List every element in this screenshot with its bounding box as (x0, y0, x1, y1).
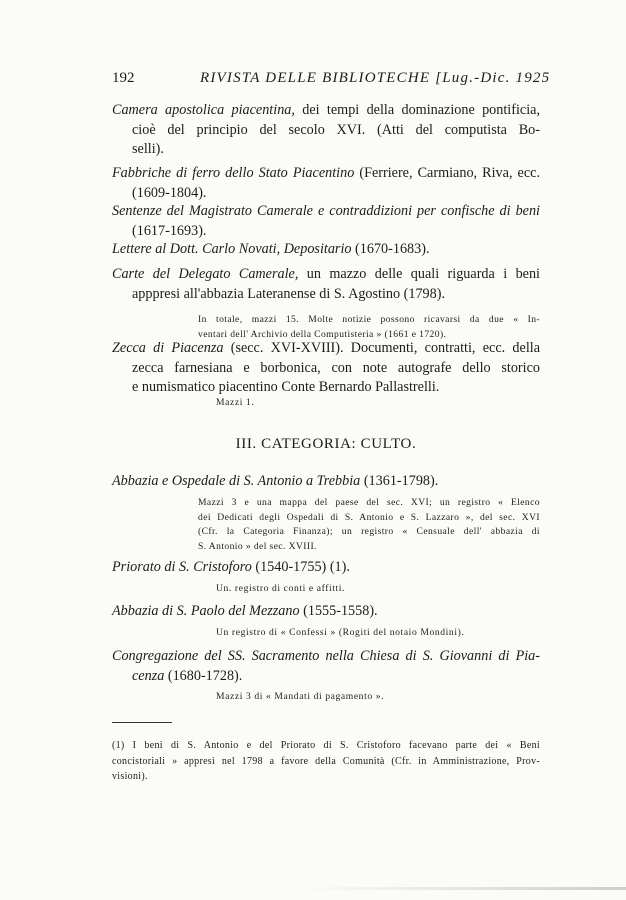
entry-text: (1680-1728). (164, 667, 243, 684)
entry-title: Sentenze del Magistrato Camerale e contraddizioni per confische di beni (112, 203, 540, 219)
entry-title: Camera apostolica piacentina, (112, 102, 295, 118)
footnote-line: concistoriali » appresi nel 1798 a favore della Comunità (Cfr. in Amministrazione, Prov- (112, 755, 540, 767)
entry-text: (Ferriere, Carmiano, Riva, ecc. (354, 165, 540, 181)
note-line: (Cfr. la Categoria Finanza); un registro « Censuale dell' abbazia di (198, 526, 540, 537)
entry-title: Abbazia di S. Paolo del Mezzano (112, 603, 300, 619)
note-abbazia-s-paolo: Un registro di « Confessi » (Rogiti del notaio Mondini). (216, 627, 465, 638)
entry-abbazia-s-paolo (112, 602, 540, 622)
page-number: 192 (112, 70, 135, 86)
entry-title: Fabbriche di ferro dello Stato Piacentino (112, 165, 355, 181)
entry-continuation: apppresi all'abbazia Lateranense di S. Agostino (1798). (132, 285, 446, 302)
running-title: RIVISTA DELLE BIBLIOTECHE [Lug.-Dic. 1925 (200, 70, 551, 86)
entry-text: un mazzo delle quali riguarda i beni (298, 266, 540, 282)
running-header (112, 70, 551, 90)
entry-title: Abbazia e Ospedale di S. Antonio a Trebbia (112, 473, 361, 489)
footnote (112, 738, 540, 785)
entry-title: Carte del Delegato Camerale, (112, 266, 299, 282)
entry-text: (1670-1683). (351, 241, 430, 257)
note-priorato: Un. registro di conti e affitti. (216, 583, 346, 594)
entry-text: (1540-1755) (1). (251, 559, 350, 575)
footnote-line: visioni). (112, 771, 148, 782)
entry-congregazione (112, 647, 540, 686)
entry-fabbriche-di-ferro (112, 164, 540, 203)
entry-abbazia-s-antonio (112, 472, 540, 492)
note-abbazia-s-antonio (198, 496, 540, 554)
note-line: dei Dedicati degli Ospedali di S. Antonio e S. Lazzaro », del sec. XVI (198, 511, 540, 523)
entry-continuation: (1617-1693). (132, 222, 207, 239)
entry-continuation: e numismatico piacentino Conte Bernardo Pallastrelli. (132, 379, 440, 395)
entry-continuation: zecca farnesiana e borbonica, con note autografe dello storico (132, 359, 540, 376)
entry-title: Lettere al Dott. Carlo Novati, Depositario (112, 241, 352, 257)
entry-sentenze (112, 202, 540, 241)
note-zecca: Mazzi 1. (216, 397, 255, 408)
entry-zecca-piacenza (112, 339, 540, 398)
note-congregazione: Mazzi 3 di « Mandati di pagamento ». (216, 691, 385, 702)
entry-text: dei tempi della dominazione pontificia, (294, 102, 540, 118)
footnote-rule (112, 722, 172, 723)
entry-lettere-novati (112, 240, 540, 260)
entry-carte-delegato (112, 265, 540, 304)
note-line: S. Antonio » del sec. XVIII. (198, 540, 317, 552)
section-title: III. CATEGORIA: CULTO. (235, 436, 417, 452)
entry-continuation: selli). (132, 141, 164, 157)
entry-continuation: (1609-1804). (132, 184, 207, 201)
entry-title: Congregazione del SS. Sacramento nella Chiesa di S. Giovanni di Pia- (112, 648, 540, 664)
entry-continuation-title: cenza (132, 667, 165, 684)
note-line: ventari dell' Archivio della Computisteria » (1661 e 1720). (198, 328, 447, 340)
note-line: In totale, mazzi 15. Molte notizie possono ricavarsi da due « In- (198, 314, 540, 325)
entry-camera-apostolica (112, 101, 540, 160)
entry-priorato-s-cristoforo (112, 558, 540, 578)
note-line: Mazzi 3 e una mappa del paese del sec. XVI; un registro « Elenco (198, 497, 540, 508)
entry-text: (1555-1558). (299, 603, 378, 619)
entry-text: (secc. XVI-XVIII). Documenti, contratti, ecc. della (223, 340, 541, 356)
scan-edge-shadow (300, 887, 626, 890)
footnote-line: (1) I beni di S. Antonio e del Priorato di S. Cristoforo facevano parte dei « Beni (112, 740, 540, 751)
note-carte-delegato (198, 313, 540, 342)
entry-continuation: cioè del principio del secolo XVI. (Atti del computista Bo- (132, 121, 540, 138)
entry-title: Priorato di S. Cristoforo (112, 559, 252, 575)
entry-text: (1361-1798). (360, 473, 439, 489)
entry-title: Zecca di Piacenza (112, 340, 224, 356)
